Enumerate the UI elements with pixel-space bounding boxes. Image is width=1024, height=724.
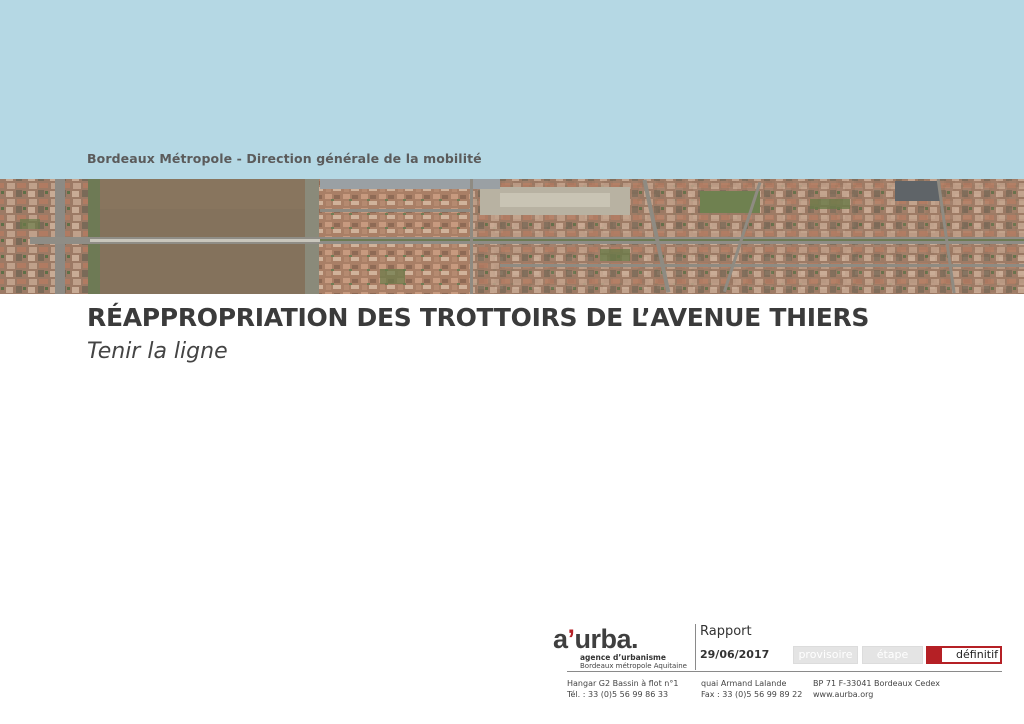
logo-mark: a’urba. bbox=[553, 624, 639, 654]
address-line: BP 71 F-33041 Bordeaux Cedex bbox=[813, 679, 940, 688]
footer-divider-vertical bbox=[695, 624, 696, 670]
fax-line: Fax : 33 (0)5 56 99 89 22 bbox=[701, 690, 803, 699]
status-final bbox=[926, 646, 1002, 664]
status-final-label: définitif bbox=[956, 648, 998, 661]
aerial-photo bbox=[0, 179, 1024, 294]
logo-tagline: agence d’urbanisme bbox=[580, 653, 666, 662]
logo-region: Bordeaux métropole Aquitaine bbox=[580, 662, 687, 670]
address-block-3 bbox=[813, 678, 940, 700]
footer-divider-horizontal bbox=[567, 671, 1002, 672]
website-line: www.aurba.org bbox=[813, 690, 874, 699]
address-line: quai Armand Lalande bbox=[701, 679, 787, 688]
address-block-2 bbox=[701, 678, 802, 700]
client-name: Bordeaux Métropole - Direction générale de la mobilité bbox=[87, 151, 482, 166]
phone-line: Tél. : 33 (0)5 56 99 86 33 bbox=[567, 690, 669, 699]
status-final-marker bbox=[928, 648, 942, 662]
status-stage: étape bbox=[862, 646, 923, 664]
aurba-logo bbox=[553, 626, 688, 670]
document-date: 29/06/2017 bbox=[700, 648, 770, 661]
document-subtitle: Tenir la ligne bbox=[87, 339, 228, 364]
document-type: Rapport bbox=[700, 624, 752, 639]
address-block-1 bbox=[567, 678, 678, 700]
status-provisional: provisoire bbox=[793, 646, 858, 664]
document-title: RÉAPPROPRIATION DES TROTTOIRS DE L’AVENUE THIERS bbox=[87, 303, 870, 332]
address-line: Hangar G2 Bassin à flot n°1 bbox=[567, 679, 679, 688]
